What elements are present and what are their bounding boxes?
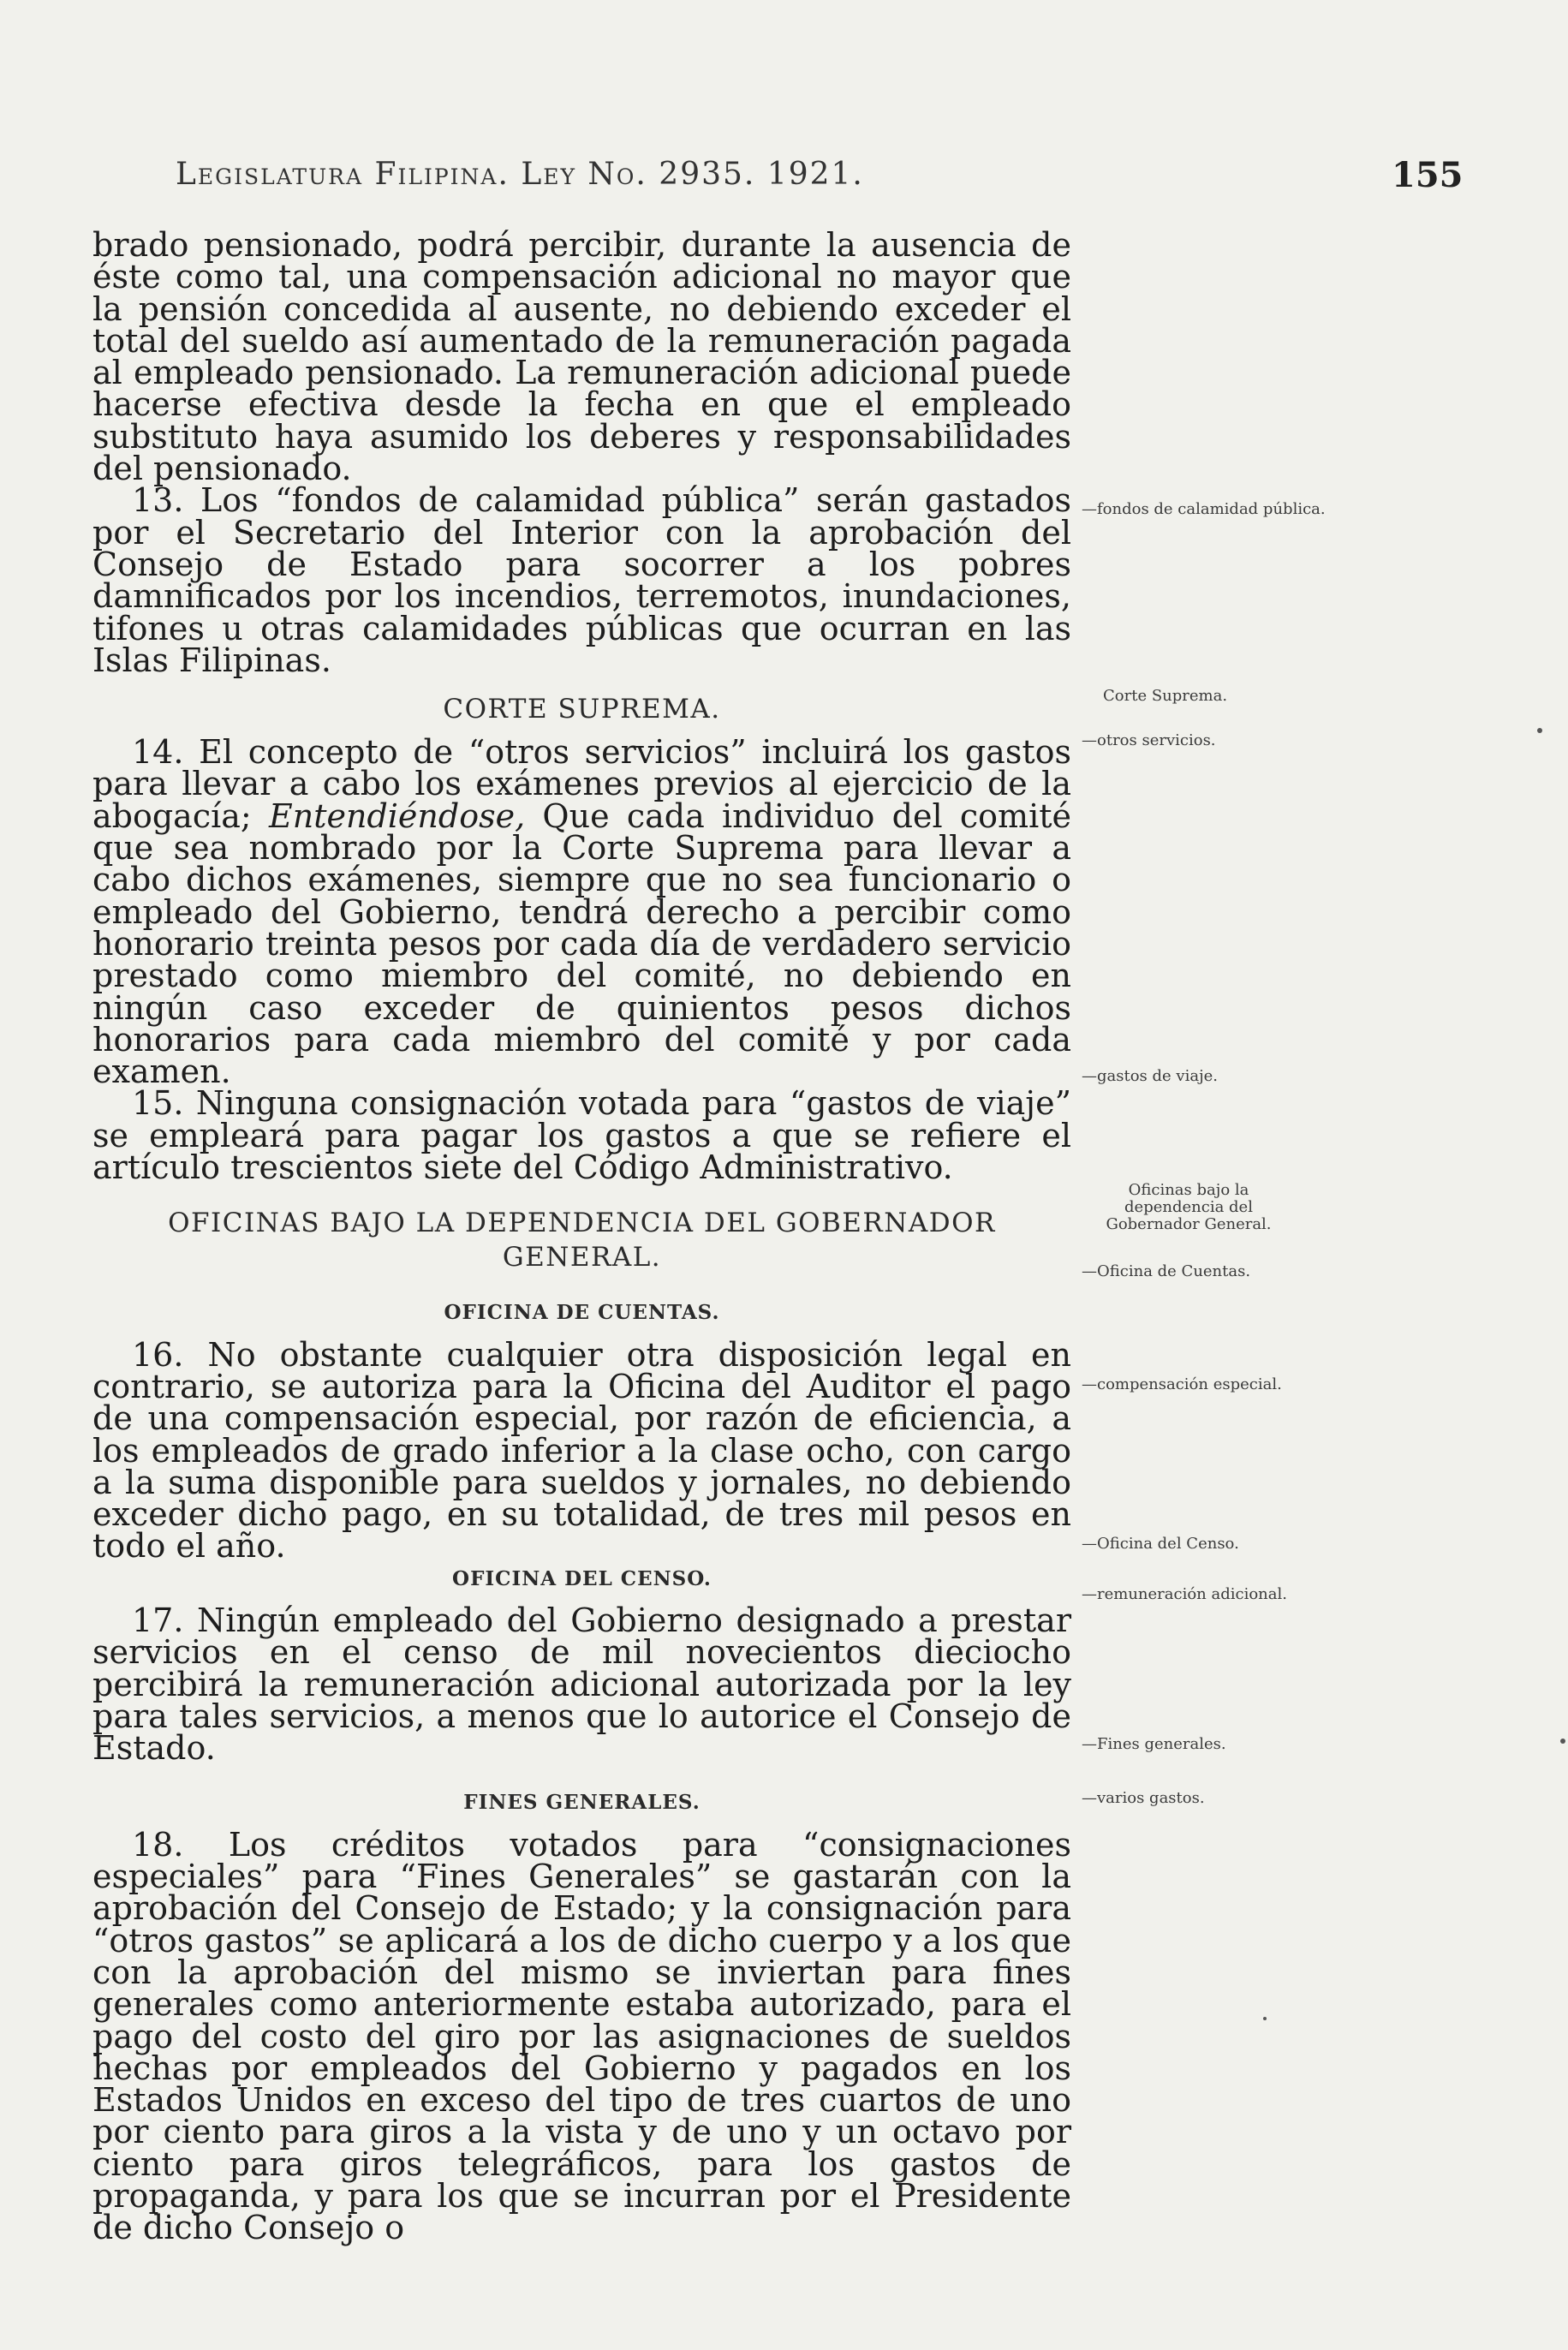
heading-oficinas-line-1: OFICINAS BAJO LA DEPENDENCIA DEL GOBERNADOR	[168, 1208, 996, 1239]
paper-speck	[1263, 2017, 1267, 2020]
margin-note-varios-gastos: —varios gastos.	[1082, 1789, 1205, 1807]
running-header	[0, 157, 1568, 208]
heading-oficina-cuentas: OFICINA DE CUENTAS.	[444, 1301, 720, 1325]
margin-note-oficinas: Oficinas bajo la dependencia del Gobernador General.	[1106, 1181, 1272, 1233]
heading-corte-suprema: CORTE SUPREMA.	[443, 694, 721, 725]
margin-note-fines-generales: —Fines generales.	[1082, 1735, 1226, 1753]
paper-speck	[1537, 728, 1542, 733]
margin-note-fondos: —fondos de calamidad pública.	[1082, 500, 1326, 518]
main-text-column	[92, 226, 1072, 2247]
paragraph-14	[92, 733, 1072, 1091]
paragraph-15: 15. Ninguna consignación votada para “gastos de viaje” se empleará para pagar los gastos a que se refiere el artículo trescientos siete del Código Administrativo.	[92, 1084, 1071, 1187]
paragraph-13: 13. Los “fondos de calamidad pública” serán gastados por el Secretario del Interior con la aprobación del Consejo de Estado para socorrer a los pobres damnificados por los incendios, terremotos, inundaciones, tifones u otras calamidades públicas que ocurran en las Islas Filipinas.	[92, 481, 1071, 679]
margin-note-oficina-cuentas: —Oficina de Cuentas.	[1082, 1262, 1251, 1280]
running-title: Legislatura Filipina. Ley No. 2935. 1921.	[176, 157, 864, 192]
paragraph-18: 18. Los créditos votados para “consignaciones especiales” para “Fines Generales” se gastarán con la aprobación del Consejo de Estado; y la consignación para “otros gastos” se aplicará a los de dicho cuerpo y a los que con la aprobación del mismo se inviertan para fines generales como anteriormente estaba autorizado, para el pago del costo del giro por las asignaciones de sueldos hechas por empleados del Gobierno y pagados en los Estados Unidos en exceso del tipo de tres cuartos de uno por ciento para giros a la vista y de uno y un octavo por ciento para giros telegráficos, para los gastos de propaganda, y para los que se incurran por el Presidente de dicho Consejo o	[92, 1825, 1071, 2247]
page-number: 155	[1392, 155, 1464, 195]
margin-note-gastos-viaje: —gastos de viaje.	[1082, 1067, 1219, 1085]
paper-speck	[1560, 1739, 1565, 1744]
margin-note-corte-suprema: Corte Suprema.	[1103, 687, 1228, 705]
paragraph-continued: brado pensionado, podrá percibir, durante la ausencia de éste como tal, una compensación adicional no mayor que la pensión concedida al ausente, no debiendo exceder el total del sueldo así aumentado de la remuneración pagada al empleado pensionado. La remuneración adicional puede hacerse efectiva desde la fecha en que el empleado substituto haya asumido los deberes y responsabilidades del pensionado.	[92, 226, 1071, 488]
margin-note-otros-servicios: —otros servicios.	[1082, 731, 1216, 749]
paragraph-14-emphasis: Entendiéndose,	[269, 796, 526, 835]
margin-note-compensacion: —compensación especial.	[1082, 1375, 1282, 1393]
margin-note-remuneracion: —remuneración adicional.	[1082, 1585, 1287, 1603]
paragraph-14-part-b: Que cada individuo del comité que sea nombrado por la Corte Suprema para llevar a cabo dichos exámenes, siempre que no sea funcionario o empleado del Gobierno, tendrá derecho a percibir como honorario treinta pesos por cada día de verdadero servicio prestado como miembro del comité, no debiendo en ningún caso exceder de quinientos pesos dichos honorarios para cada miembro del comité y por cada examen.	[92, 796, 1072, 1091]
paragraph-17: 17. Ningún empleado del Gobierno designado a prestar servicios en el censo de mil novecientos dieciocho percibirá la remuneración adicional autorizada por la ley para tales servicios, a menos que lo autorice el Consejo de Estado.	[92, 1601, 1071, 1768]
paragraph-14-part-a: 14. El concepto de “otros servicios” incluirá los gastos para llevar a cabo los exámenes previos al ejercicio de la abogacía;	[92, 733, 1071, 835]
heading-oficina-censo: OFICINA DEL CENSO.	[452, 1566, 712, 1590]
paragraph-16: 16. No obstante cualquier otra disposición legal en contrario, se autoriza para la Oficina del Auditor el pago de una compensación especial, por razón de eficiencia, a los empleados de grado inferior a la clase ocho, con cargo a la suma disponible para sueldos y jornales, no debiendo exceder dicho pago, en su totalidad, de tres mil pesos en todo el año.	[92, 1335, 1071, 1566]
margin-note-oficina-censo: —Oficina del Censo.	[1082, 1535, 1239, 1553]
heading-oficinas-line-2: GENERAL.	[502, 1242, 662, 1273]
heading-fines-generales: FINES GENERALES.	[463, 1791, 701, 1815]
